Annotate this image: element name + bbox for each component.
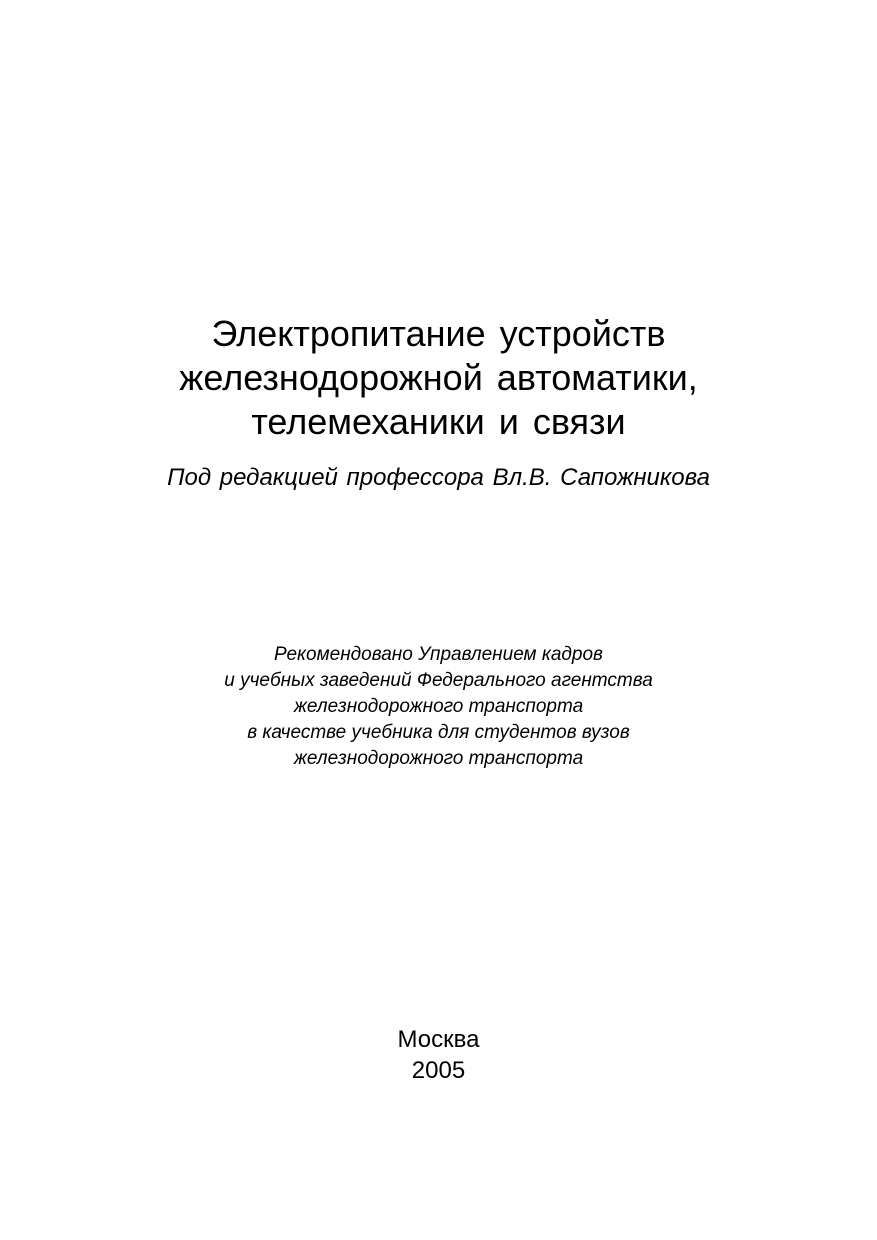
editor-credit: Под редакцией профессора Вл.В. Сапожникова bbox=[167, 464, 710, 491]
imprint-year: 2005 bbox=[411, 1057, 466, 1084]
title-line-3: телемеханики и связи bbox=[251, 401, 626, 442]
recommendation-line-5: железнодорожного транспорта bbox=[293, 748, 584, 769]
recommendation-line-3: железнодорожного транспорта bbox=[293, 696, 584, 717]
imprint bbox=[0, 1024, 877, 1086]
recommendation-line-4: в качестве учебника для студентов вузов bbox=[247, 722, 630, 743]
recommendation-line-1: Рекомендовано Управлением кадров bbox=[274, 644, 603, 665]
recommendation-note bbox=[0, 642, 877, 772]
book-title bbox=[0, 312, 877, 444]
imprint-city: Москва bbox=[397, 1026, 480, 1053]
title-line-2: железнодорожной автоматики, bbox=[179, 357, 698, 398]
title-line-1: Электропитание устройств bbox=[211, 313, 666, 354]
recommendation-line-2: и учебных заведений Федерального агентства bbox=[224, 670, 653, 691]
